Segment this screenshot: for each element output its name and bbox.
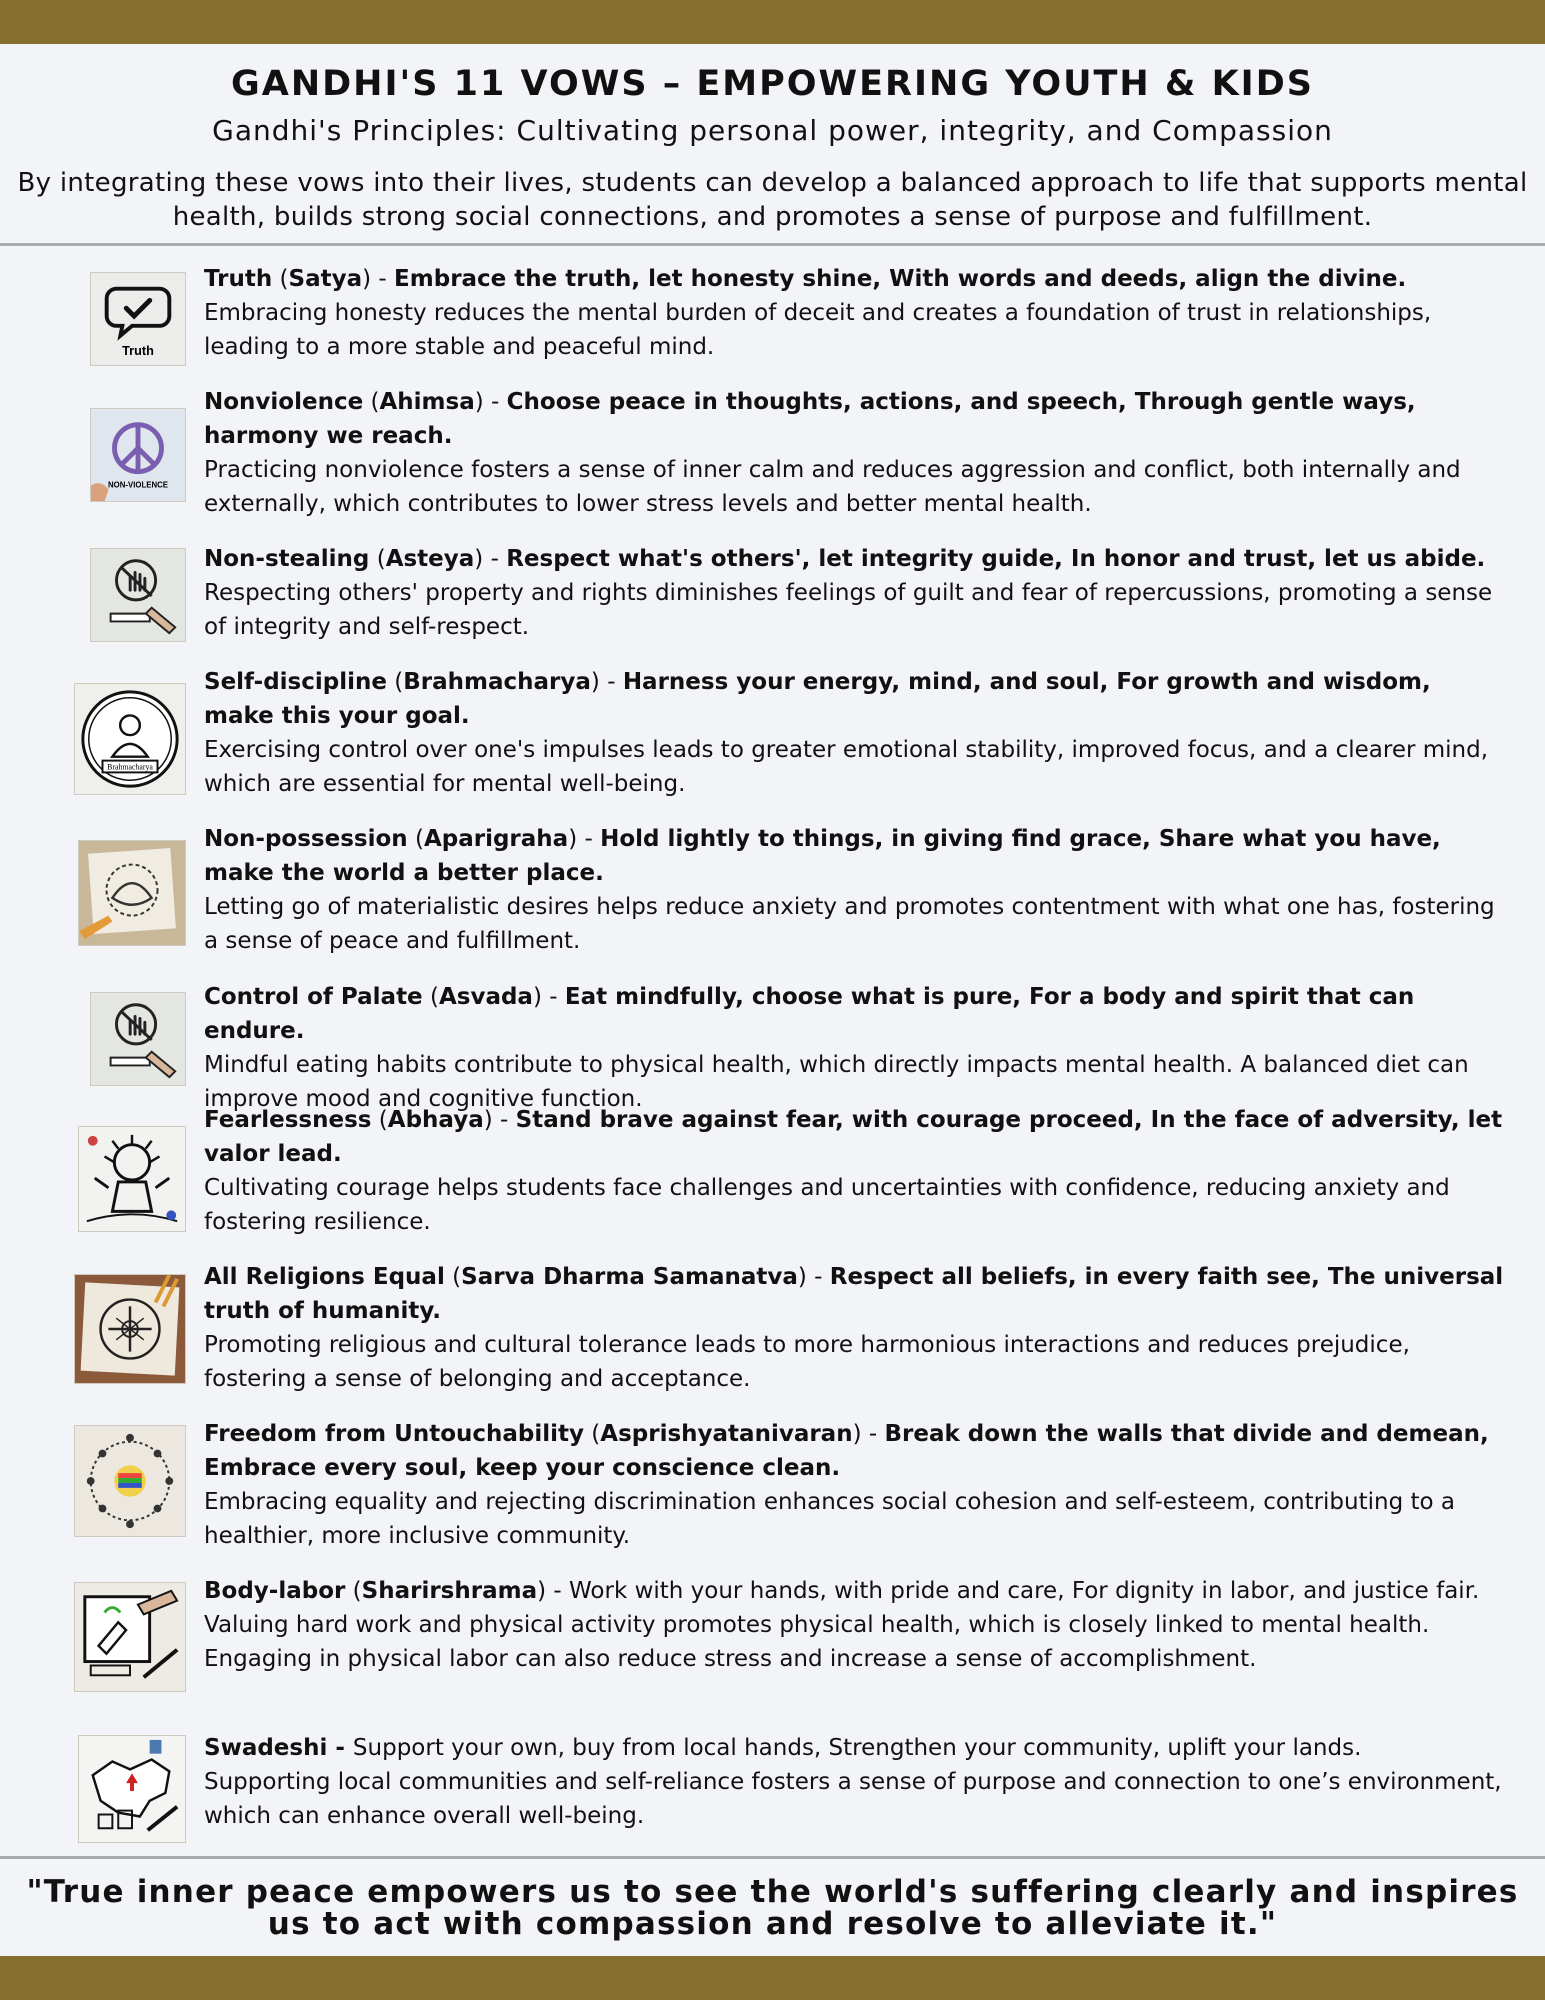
vow-description: Cultivating courage helps students face challenges and uncertainties with confidence, reducing anxiety and fostering resilience. — [204, 1175, 1450, 1235]
bottom-band — [0, 1956, 1545, 2000]
vow-text: Swadeshi - Support your own, buy from local hands, Strengthen your community, uplift your lands. Supporting local communities and self-reliance fosters a sense of purpose and connection to one’s environment, which can enhance overall well-being. — [204, 1735, 1502, 1829]
top-band — [0, 0, 1545, 44]
vow-name: Self-discipline — [204, 669, 387, 695]
vow-verse: Respect all beliefs, in every faith see, The universal truth of humanity. — [204, 1264, 1504, 1324]
vow-verse: Harness your energy, mind, and soul, For growth and wisdom, make this your goal. — [204, 669, 1431, 729]
vow-description: Letting go of materialistic desires helps reduce anxiety and promotes contentment with what one has, fostering a sense of peace and fulfillment. — [204, 894, 1495, 954]
vow-name: Non-possession — [204, 826, 408, 852]
vow-sanskrit: Satya — [288, 266, 363, 292]
vow-text: Freedom from Untouchability (Asprishyatanivaran) - Break down the walls that divide and demean, Embrace every soul, keep your conscience clean. Embracing equality and rejecting discrimination enhances social cohesion and self-esteem, contributing to a healthier, more inclusive community. — [204, 1421, 1489, 1549]
icon-label: NON-VIOLENCE — [108, 480, 168, 490]
vow-name: Fearlessness — [204, 1107, 372, 1133]
vow-sanskrit: Asteya — [385, 546, 475, 572]
hand-stop-icon — [90, 548, 186, 642]
page-subtitle: Gandhi's Principles: Cultivating personal power, integrity, and Compassion — [212, 114, 1333, 147]
icon-label: Truth — [122, 343, 154, 359]
vow-name: Control of Palate — [204, 984, 423, 1010]
vow-description: Valuing hard work and physical activity promotes physical health, which is closely linked to mental health. Engaging in physical labor can also reduce stress and increase a sense of accomplishment. — [204, 1612, 1430, 1672]
vow-sanskrit: Asvada — [438, 984, 533, 1010]
vow-verse: Hold lightly to things, in giving find grace, Share what you have, make the world a better place. — [204, 826, 1441, 886]
vow-text: Non-possession (Aparigraha) - Hold lightly to things, in giving find grace, Share what you have, make the world a better place. Letting go of materialistic desires helps reduce anxiety and promotes contentment with what one has, fostering a sense of peace and fulfillment. — [204, 826, 1495, 954]
closing-quote: "True inner peace empowers us to see the world's suffering clearly and inspires us to act with compassion and resolve to alleviate it." — [26, 1874, 1519, 1942]
vow-sanskrit: Asprishyatanivaran — [600, 1421, 853, 1447]
vow-text: Truth (Satya) - Embrace the truth, let honesty shine, With words and deeds, align the divine. Embracing honesty reduces the mental burden of deceit and creates a foundation of trust in relationships, leading to a more stable and peaceful mind. — [204, 266, 1432, 360]
page-title: GANDHI'S 11 VOWS – EMPOWERING YOUTH & KIDS — [231, 64, 1314, 104]
vow-text: Fearlessness (Abhaya) - Stand brave against fear, with courage proceed, In the face of adversity, let valor lead. Cultivating courage helps students face challenges and uncertainties with confidence, reducing anxiety and fostering resilience. — [204, 1107, 1503, 1235]
vow-verse: Stand brave against fear, with courage proceed, In the face of adversity, let valor lead. — [204, 1107, 1503, 1167]
vow-description: Mindful eating habits contribute to physical health, which directly impacts mental health. A balanced diet can improve mood and cognitive function. — [204, 1052, 1469, 1112]
speech-check-icon — [90, 272, 186, 366]
vow-description: Embracing equality and rejecting discrimination enhances social cohesion and self-esteem, contributing to a healthier, more inclusive community. — [204, 1489, 1455, 1549]
vow-name: All Religions Equal — [204, 1264, 445, 1290]
hand-stop-icon — [90, 992, 186, 1086]
vow-sanskrit: Brahmacharya — [403, 669, 591, 695]
divider — [0, 243, 1545, 246]
peace-sign-icon — [90, 408, 186, 502]
vow-description: Respecting others' property and rights diminishes feelings of guilt and fear of repercussions, promoting a sense of integrity and self-respect. — [204, 580, 1493, 640]
vow-sanskrit: Aparigraha — [423, 826, 569, 852]
vow-verse: Support your own, buy from local hands, Strengthen your community, uplift your lands. — [352, 1735, 1362, 1761]
vow-description: Promoting religious and cultural tolerance leads to more harmonious interactions and reduces prejudice, fostering a sense of belonging and acceptance. — [204, 1332, 1410, 1392]
vow-name: Nonviolence — [204, 389, 364, 415]
open-hands-icon — [78, 840, 186, 946]
vow-text: Nonviolence (Ahimsa) - Choose peace in thoughts, actions, and speech, Through gentle ways, harmony we reach. Practicing nonviolence fosters a sense of inner calm and reduces aggression and conflict, both internally and externally, which contributes to lower stress levels and better mental health. — [204, 389, 1461, 517]
vow-text: All Religions Equal (Sarva Dharma Samanatva) - Respect all beliefs, in every faith see, The universal truth of humanity. Promoting religious and cultural tolerance leads to more harmonious interactions and reduces prejudice, fostering a sense of belonging and acceptance. — [204, 1264, 1504, 1392]
vow-description: Supporting local communities and self-reliance fosters a sense of purpose and connection to one’s environment, which can enhance overall well-being. — [204, 1769, 1502, 1829]
vow-sanskrit: Ahimsa — [379, 389, 475, 415]
vow-verse: Eat mindfully, choose what is pure, For a body and spirit that can endure. — [204, 984, 1415, 1044]
faith-symbols-icon — [74, 1274, 186, 1384]
local-map-icon — [78, 1735, 186, 1843]
vow-name: Swadeshi — [204, 1735, 328, 1761]
vow-text: Non-stealing (Asteya) - Respect what's others', let integrity guide, In honor and trust, let us abide. Respecting others' property and rights diminishes feelings of guilt and fear of repercussions, promoting a sense of integrity and self-respect. — [204, 546, 1493, 640]
vow-sanskrit: Sarva Dharma Samanatva — [461, 1264, 798, 1290]
vow-verse: Work with your hands, with pride and care, For dignity in labor, and justice fair. — [569, 1578, 1480, 1604]
lion-hero-icon — [78, 1126, 186, 1232]
vow-verse: Respect what's others', let integrity guide, In honor and trust, let us abide. — [506, 546, 1486, 572]
circle-of-people-icon — [74, 1425, 186, 1537]
working-hands-icon — [74, 1582, 186, 1692]
vow-description: Exercising control over one's impulses leads to greater emotional stability, improved focus, and a clearer mind, which are essential for mental well-being. — [204, 737, 1489, 797]
vow-name: Truth — [204, 266, 273, 292]
vow-text: Self-discipline (Brahmacharya) - Harness your energy, mind, and soul, For growth and wisdom, make this your goal. Exercising control over one's impulses leads to greater emotional stability, improved focus, and a clearer mind, which are essential for mental well-being. — [204, 669, 1489, 797]
vow-description: Practicing nonviolence fosters a sense of inner calm and reduces aggression and conflict, both internally and externally, which contributes to lower stress levels and better mental health. — [204, 457, 1461, 517]
icon-label: Brahmacharya — [107, 762, 153, 772]
vow-verse: Choose peace in thoughts, actions, and speech, Through gentle ways, harmony we reach. — [204, 389, 1416, 449]
divider — [0, 1856, 1545, 1859]
vow-sanskrit: Abhaya — [387, 1107, 484, 1133]
vow-name: Body-labor — [204, 1578, 346, 1604]
vow-description: Embracing honesty reduces the mental burden of deceit and creates a foundation of trust in relationships, leading to a more stable and peaceful mind. — [204, 300, 1432, 360]
meditating-child-icon — [74, 683, 186, 795]
vow-name: Freedom from Untouchability — [204, 1421, 584, 1447]
vow-verse: Break down the walls that divide and demean, Embrace every soul, keep your conscience clean. — [204, 1421, 1489, 1481]
intro-paragraph: By integrating these vows into their lives, students can develop a balanced approach to life that supports mental health, builds strong social connections, and promotes a sense of purpose and fulfillment. — [17, 168, 1528, 232]
vow-verse: Embrace the truth, let honesty shine, With words and deeds, align the divine. — [394, 266, 1407, 292]
vow-text: Control of Palate (Asvada) - Eat mindfully, choose what is pure, For a body and spirit that can endure. Mindful eating habits contribute to physical health, which directly impacts mental health. A balanced diet can improve mood and cognitive function. — [204, 984, 1469, 1112]
vow-sanskrit: Sharirshrama — [361, 1578, 538, 1604]
vow-name: Non-stealing — [204, 546, 370, 572]
vow-text: Body-labor (Sharirshrama) - Work with your hands, with pride and care, For dignity in labor, and justice fair. Valuing hard work and physical activity promotes physical health, which is closely linked to mental health. Engaging in physical labor can also reduce stress and increase a sense of accomplishment. — [204, 1578, 1480, 1672]
